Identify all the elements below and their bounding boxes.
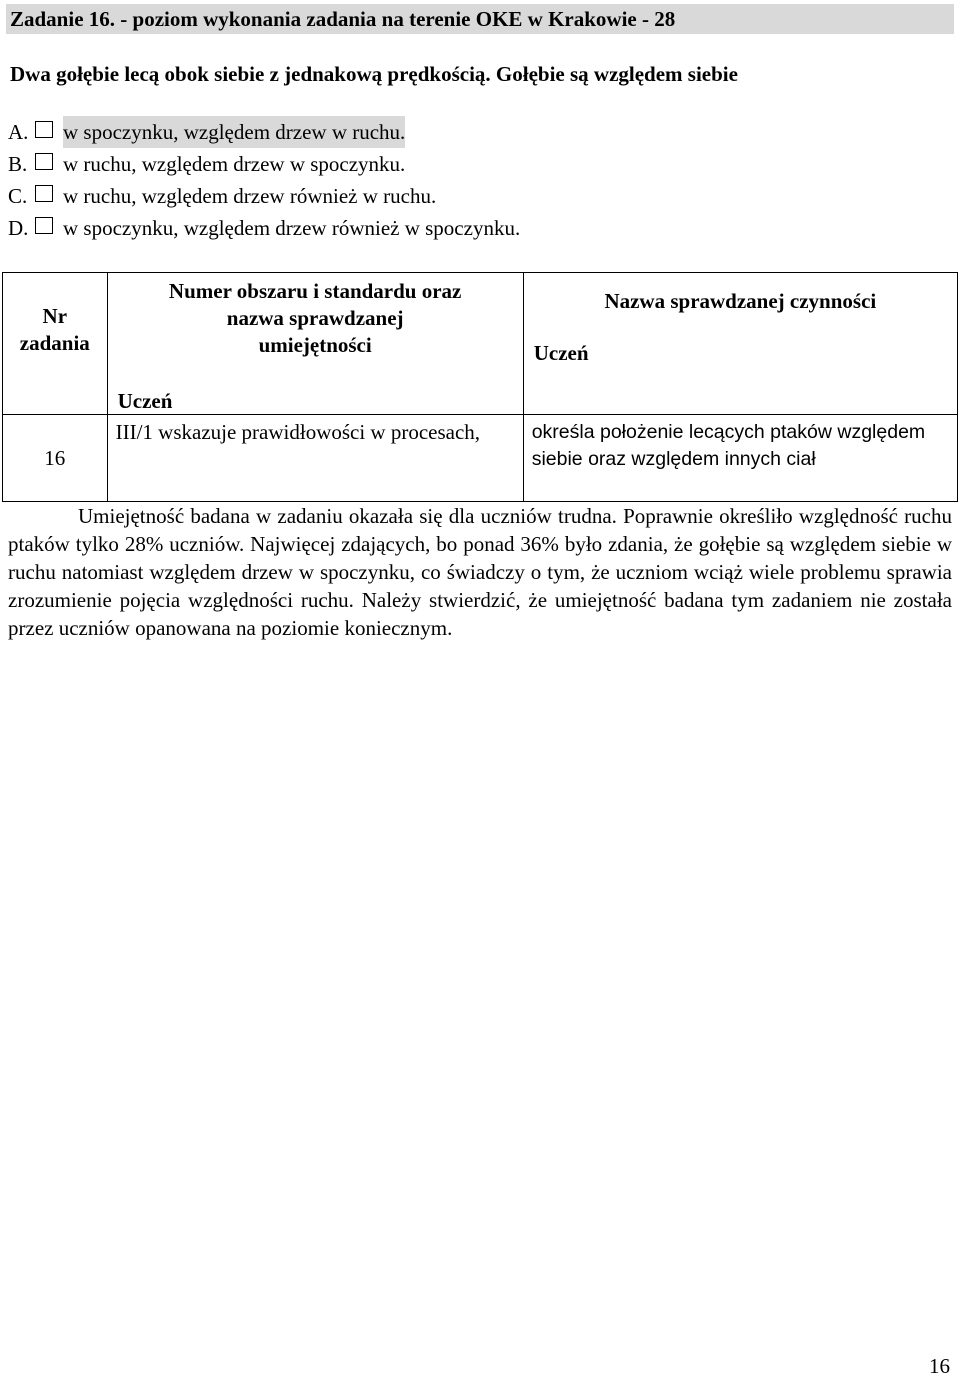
results-paragraph: Umiejętność badana w zadaniu okazała się dla uczniów trudna. Poprawnie określiło względność ruchu ptaków tylko 28% uczniów. Najwięcej zdających, bo ponad 36% było zdania, że gołębie są względem siebie w ruchu natomiast względem drzew w spoczynku, co świadczy o tym, że uczniom wciąż wiele problemu sprawia zrozumienie pojęcia względności ruchu. Należy stwierdzić, że umiejętność badana tym zadaniem nie została przez uczniów opanowana na poziomie koniecznym. [8, 504, 952, 640]
task-title: Zadanie 16. - poziom wykonania zadania na terenie OKE w Krakowie - 28 [10, 7, 676, 31]
page-number: 16 [929, 1354, 950, 1378]
header-nr-line2: zadania [19, 331, 90, 355]
answer-option-d[interactable] [8, 212, 520, 244]
header-standard-cell [107, 273, 523, 415]
answer-option-c[interactable] [8, 180, 520, 212]
answer-text: w spoczynku, względem drzew również w spoczynku. [63, 216, 521, 240]
answer-letter: B. [8, 152, 28, 176]
answer-text: w ruchu, względem drzew również w ruchu. [63, 184, 437, 208]
header-activity-title: Nazwa sprawdzanej czynności [604, 289, 877, 313]
header-nr-cell [3, 273, 108, 415]
task-number-cell: 16 [3, 415, 108, 502]
answer-option-b[interactable] [8, 148, 520, 180]
header-activity-cell [523, 273, 957, 415]
question-text: Dwa gołębie lecą obok siebie z jednakową prędkością. Gołębie są względem siebie [10, 62, 738, 86]
answer-letter: C. [8, 184, 28, 208]
specification-table [2, 272, 958, 502]
standard-cell: III/1 wskazuje prawidłowości w procesach, [107, 415, 523, 502]
answer-option-a[interactable] [8, 116, 520, 148]
answer-text: w ruchu, względem drzew w spoczynku. [63, 152, 406, 176]
header-standard-sub: Uczeń [117, 389, 173, 413]
checkbox[interactable] [35, 217, 53, 234]
checkbox[interactable] [35, 121, 53, 138]
activity-cell: określa położenie lecących ptaków względem siebie oraz względem innych ciał [523, 415, 957, 502]
table-row [3, 415, 958, 502]
checkbox[interactable] [35, 153, 53, 170]
answer-letter: D. [8, 216, 29, 240]
header-activity-sub: Uczeń [533, 341, 589, 365]
checkbox[interactable] [35, 185, 53, 202]
answer-text: w spoczynku, względem drzew w ruchu. [63, 116, 405, 148]
header-nr-line1: Nr [42, 304, 68, 328]
table-header-row [3, 273, 958, 415]
header-standard-title: Numer obszaru i standardu oraz nazwa sprawdzanej umiejętności [168, 279, 462, 357]
answer-list [8, 116, 520, 244]
answer-letter: A. [8, 120, 29, 144]
